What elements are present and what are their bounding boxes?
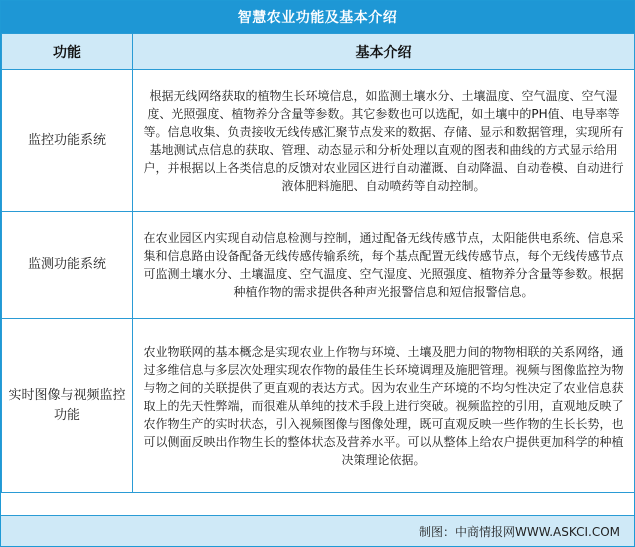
function-description: 在农业园区内实现自动信息检测与控制，通过配备无线传感节点，太阳能供电系统、信息采集和信息路由设备配备无线传感传输系统，每个基点配置无线传感节点，每个无线传感节点可监测土壤水分、土壤温度、空气温度、空气湿度、光照强度、植物养分含量等参数。根据种植作物的需求提供各种声光报警信息和短信报警信息。 (133, 212, 635, 319)
function-description: 农业物联网的基本概念是实现农业上作物与环境、土壤及肥力间的物物相联的关系网络，通过多维信息与多层次处理实现农作物的最佳生长环境调理及施肥管理。视频与图像监控为物与物之间的关联提供了更直观的表达方式。因为农业生产环境的不均匀性决定了农业信息获取上的先天性弊端，而很难从单纯的技术手段上进行突破。视频监控的引用，直观地反映了农作物生产的实时状态，引入视频图像与图像处理，既可直观反映一些作物的生长长势，也可以侧面反映出作物生长的整体状态及营养水平。可以从整体上给农户提供更加科学的种植决策理论依据。 (133, 319, 635, 493)
function-label: 监测功能系统 (2, 212, 133, 319)
source-footer: 制图：中商情报网WWW.ASKCI.COM (1, 515, 634, 546)
page-title: 智慧农业功能及基本介绍 (1, 1, 634, 33)
function-description: 根据无线网络获取的植物生长环境信息，如监测土壤水分、土壤温度、空气温度、空气湿度、光照强度、植物养分含量等参数。其它参数也可以选配，如土壤中的PH值、电导率等等。信息收集、负责接收无线传感汇聚节点发来的数据、存储、显示和数据管理，实现所有基地测试点信息的获取、管理、动态显示和分析处理以直观的图表和曲线的方式显示给用户，并根据以上各类信息的反馈对农业园区进行自动灌溉、自动降温、自动卷模、自动进行液体肥料施肥、自动喷药等自动控制。 (133, 70, 635, 212)
column-header-function: 功能 (2, 34, 133, 70)
table-row (2, 319, 635, 493)
column-header-description: 基本介绍 (133, 34, 635, 70)
table-row (2, 212, 635, 319)
table-row (2, 70, 635, 212)
function-table (1, 33, 635, 493)
function-label: 监控功能系统 (2, 70, 133, 212)
table-header-row (2, 34, 635, 70)
function-label: 实时图像与视频监控功能 (2, 319, 133, 493)
